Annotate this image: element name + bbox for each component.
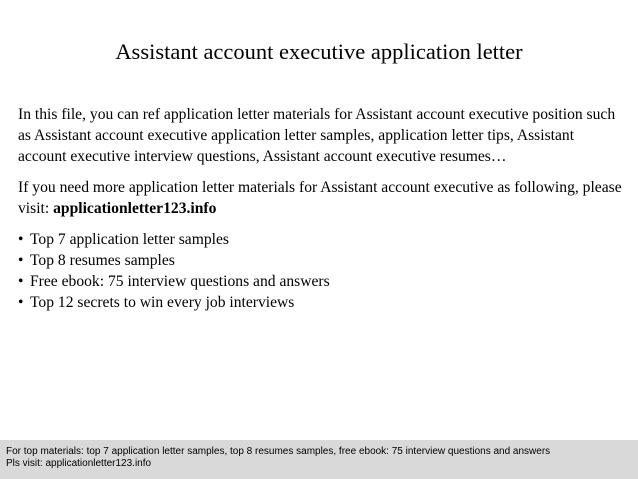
bullet-text: Top 7 application letter samples — [30, 231, 229, 248]
bullet-icon: • — [18, 294, 24, 311]
intro-paragraph: In this file, you can ref application letter materials for Assistant account executive position such as Assistant account executive application letter samples, application letter tips, Assistant account executive interview questions, Assistant account executive resumes… — [18, 106, 616, 165]
bullet-item — [18, 229, 624, 250]
visit-paragraph — [18, 177, 624, 219]
bullet-icon: • — [18, 231, 24, 248]
footer-banner — [0, 440, 638, 479]
footer-line-1: For top materials: top 7 application letter samples, top 8 resumes samples, free ebook: 75 interview questions and answers — [6, 446, 551, 457]
footer-line-2: Pls visit: applicationletter123.info — [6, 458, 152, 469]
bullet-icon: • — [18, 273, 24, 290]
slide-body — [18, 104, 624, 313]
bullet-item — [18, 250, 624, 271]
bullet-item — [18, 292, 624, 313]
bullet-item — [18, 271, 624, 292]
bullet-text: Top 12 secrets to win every job interviews — [30, 294, 295, 311]
bullet-list — [18, 229, 624, 313]
bullet-text: Free ebook: 75 interview questions and answers — [30, 273, 330, 290]
slide-title: Assistant account executive application letter — [115, 39, 523, 64]
visit-text: If you need more application letter materials for Assistant account executive as following, please visit: — [18, 179, 622, 217]
bullet-text: Top 8 resumes samples — [30, 252, 175, 269]
website-link[interactable]: applicationletter123.info — [53, 200, 217, 217]
bullet-icon: • — [18, 252, 24, 269]
